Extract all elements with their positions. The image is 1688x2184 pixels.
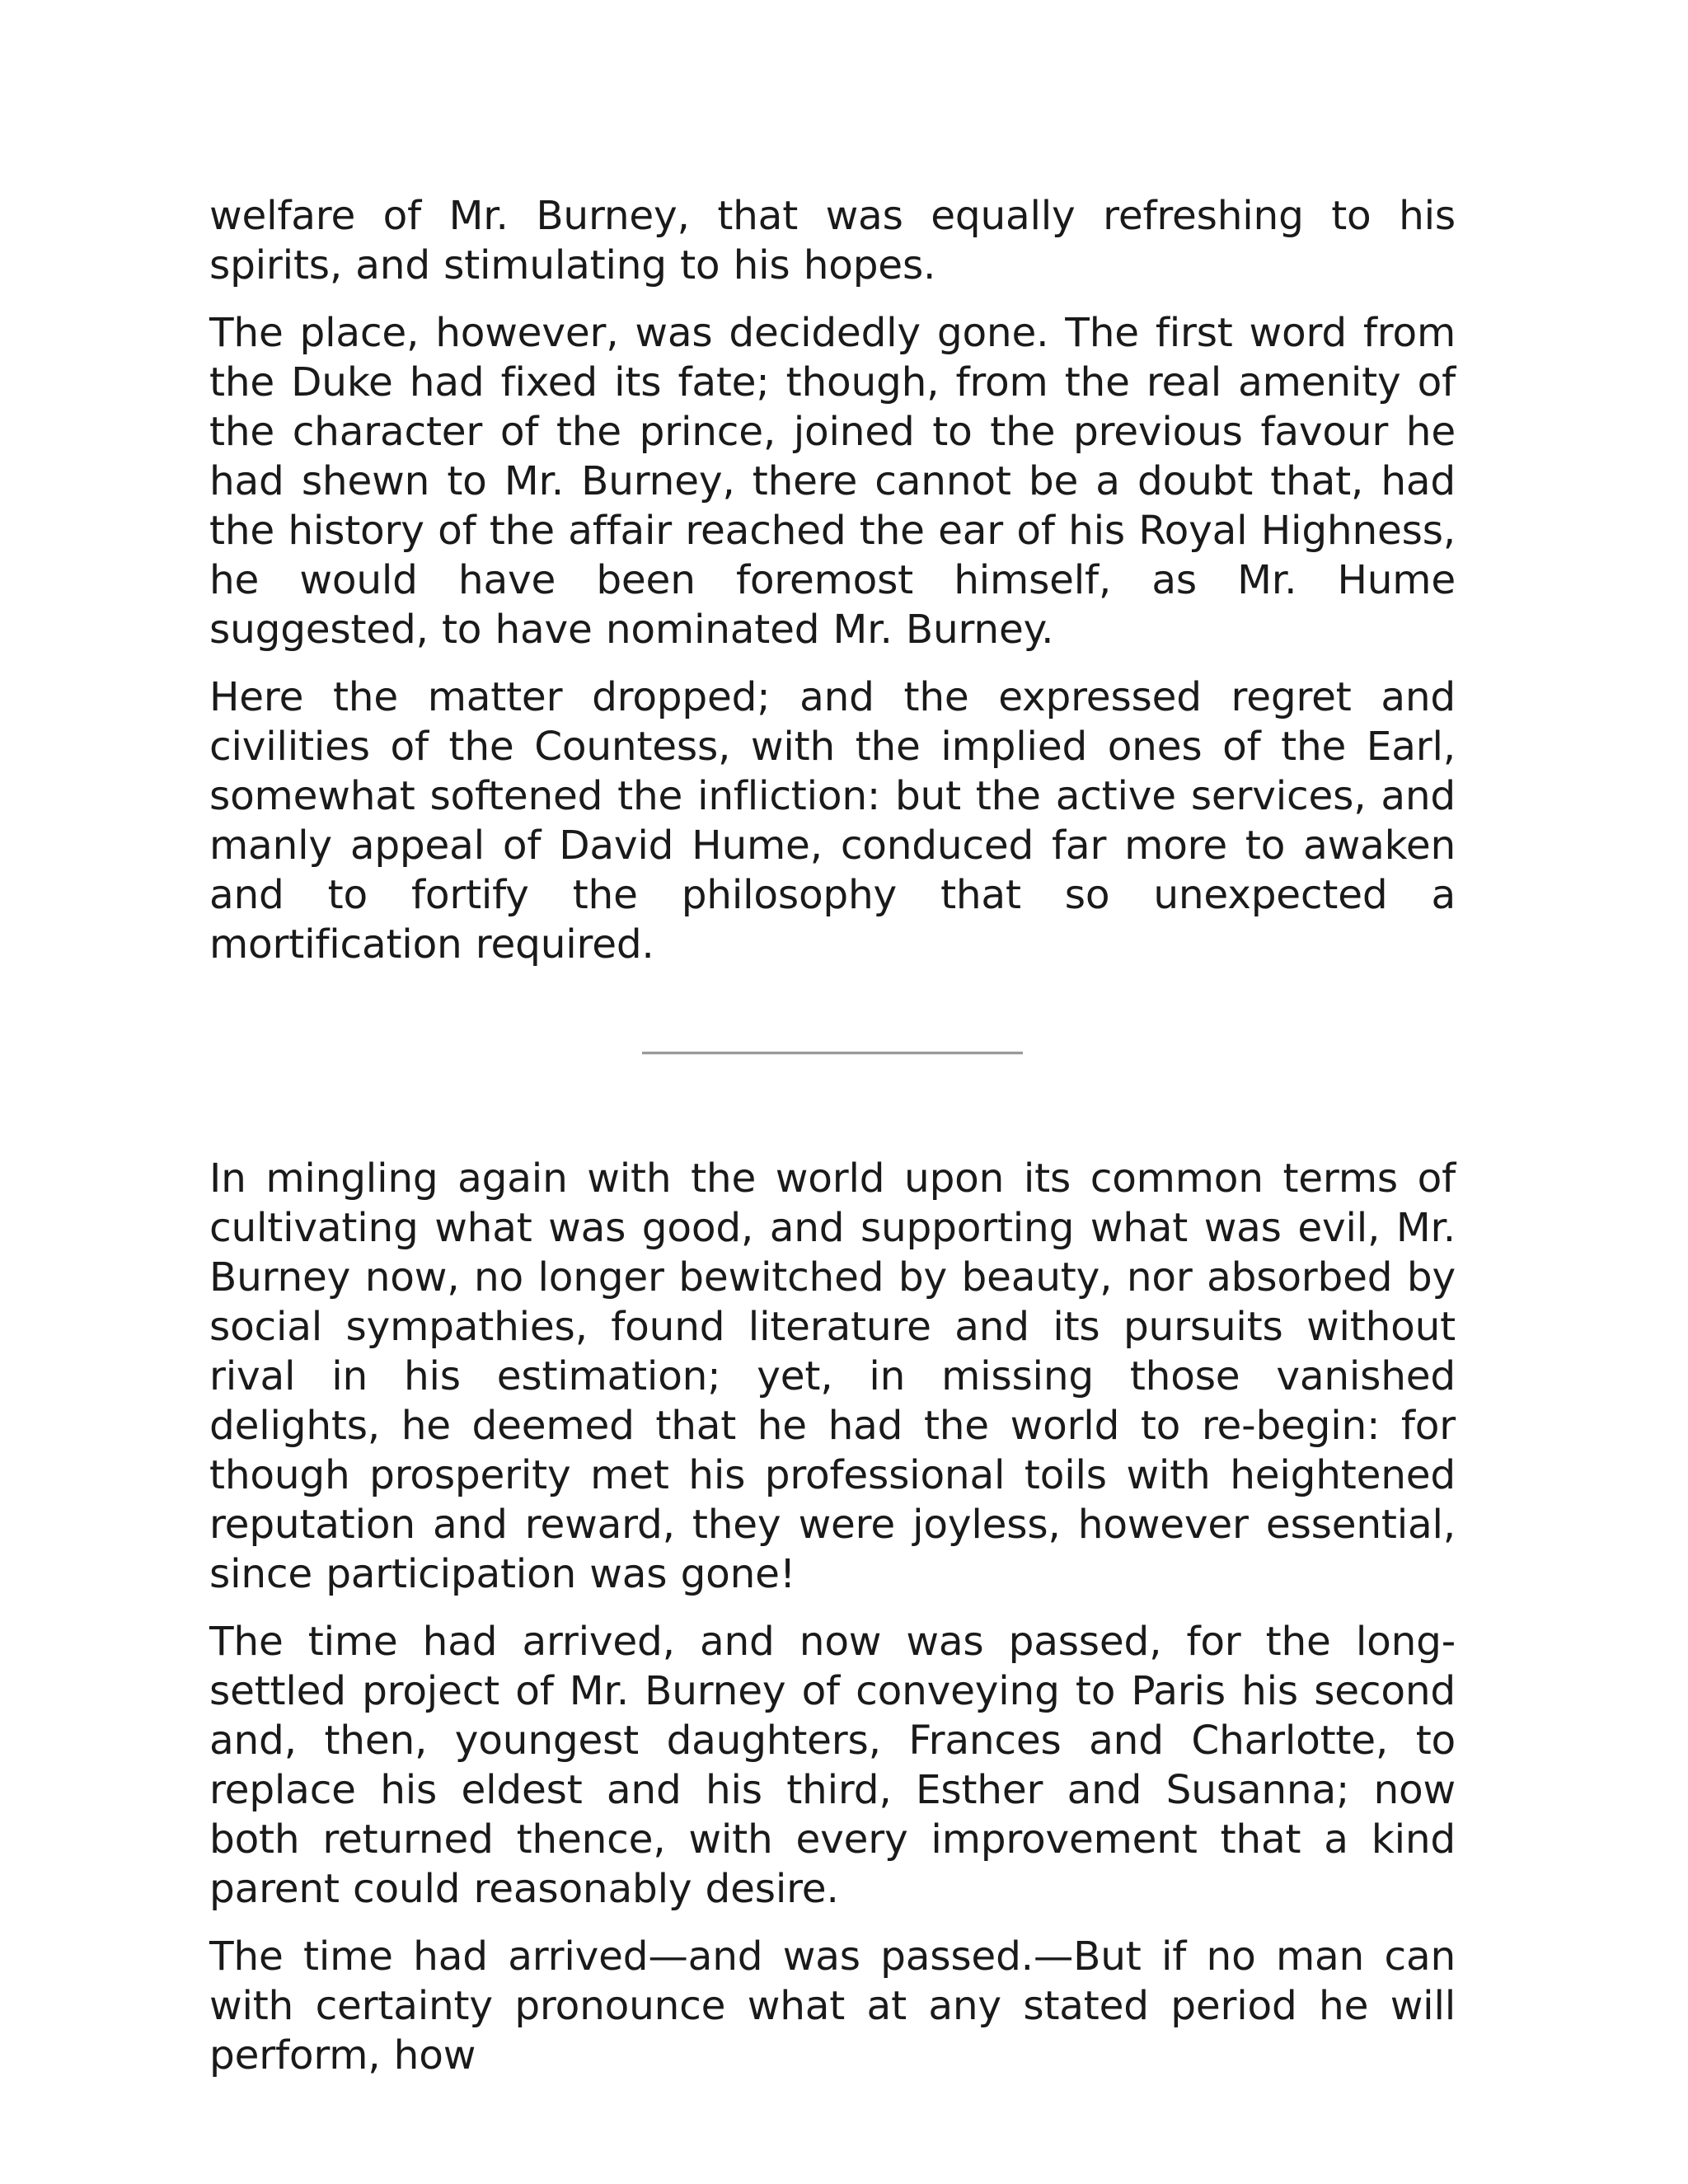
paragraph-4: In mingling again with the world upon its common terms of cultivating what was good, and supporting what was evil, Mr. Burney now, no longer bewitched by beauty, nor absorbed by social sympathies, found literature and its pursuits without rival in his estimation; yet, in missing those vanished delights, he deemed that he had the world to re-begin: for though prosperity met his professional toils with heightened reputation and reward, they were joyless, however essential, since participation was gone! bbox=[209, 1155, 1456, 1597]
page-body bbox=[209, 191, 1456, 2098]
paragraph-3: Here the matter dropped; and the expressed regret and civilities of the Countess, with the implied ones of the Earl, somewhat softened the infliction: but the active services, and manly appeal of David Hume, conduced far more to awaken and to fortify the philosophy that so unexpected a mortification required. bbox=[209, 674, 1456, 968]
paragraph-2: The place, however, was decidedly gone. The first word from the Duke had fixed its fate; though, from the real amenity of the character of the prince, joined to the previous favour he had shewn to Mr. Burney, there cannot be a doubt that, had the history of the affair reached the ear of his Royal Highness, he would have been foremost himself, as Mr. Hume suggested, to have nominated Mr. Burney. bbox=[209, 310, 1456, 653]
paragraph-1: welfare of Mr. Burney, that was equally refreshing to his spirits, and stimulating to his hopes. bbox=[209, 193, 1456, 288]
paragraph-5: The time had arrived, and now was passed, for the long-settled project of Mr. Burney of conveying to Paris his second and, then, youngest daughters, Frances and Charlotte, to replace his eldest and his third, Esther and Susanna; now both returned thence, with every improvement that a kind parent could reasonably desire. bbox=[209, 1619, 1456, 1912]
paragraph-6: The time had arrived—and was passed.—But if no man can with certainty pronounce what at any stated period he will perform, how bbox=[209, 1933, 1456, 2079]
section-divider bbox=[642, 1052, 1023, 1055]
